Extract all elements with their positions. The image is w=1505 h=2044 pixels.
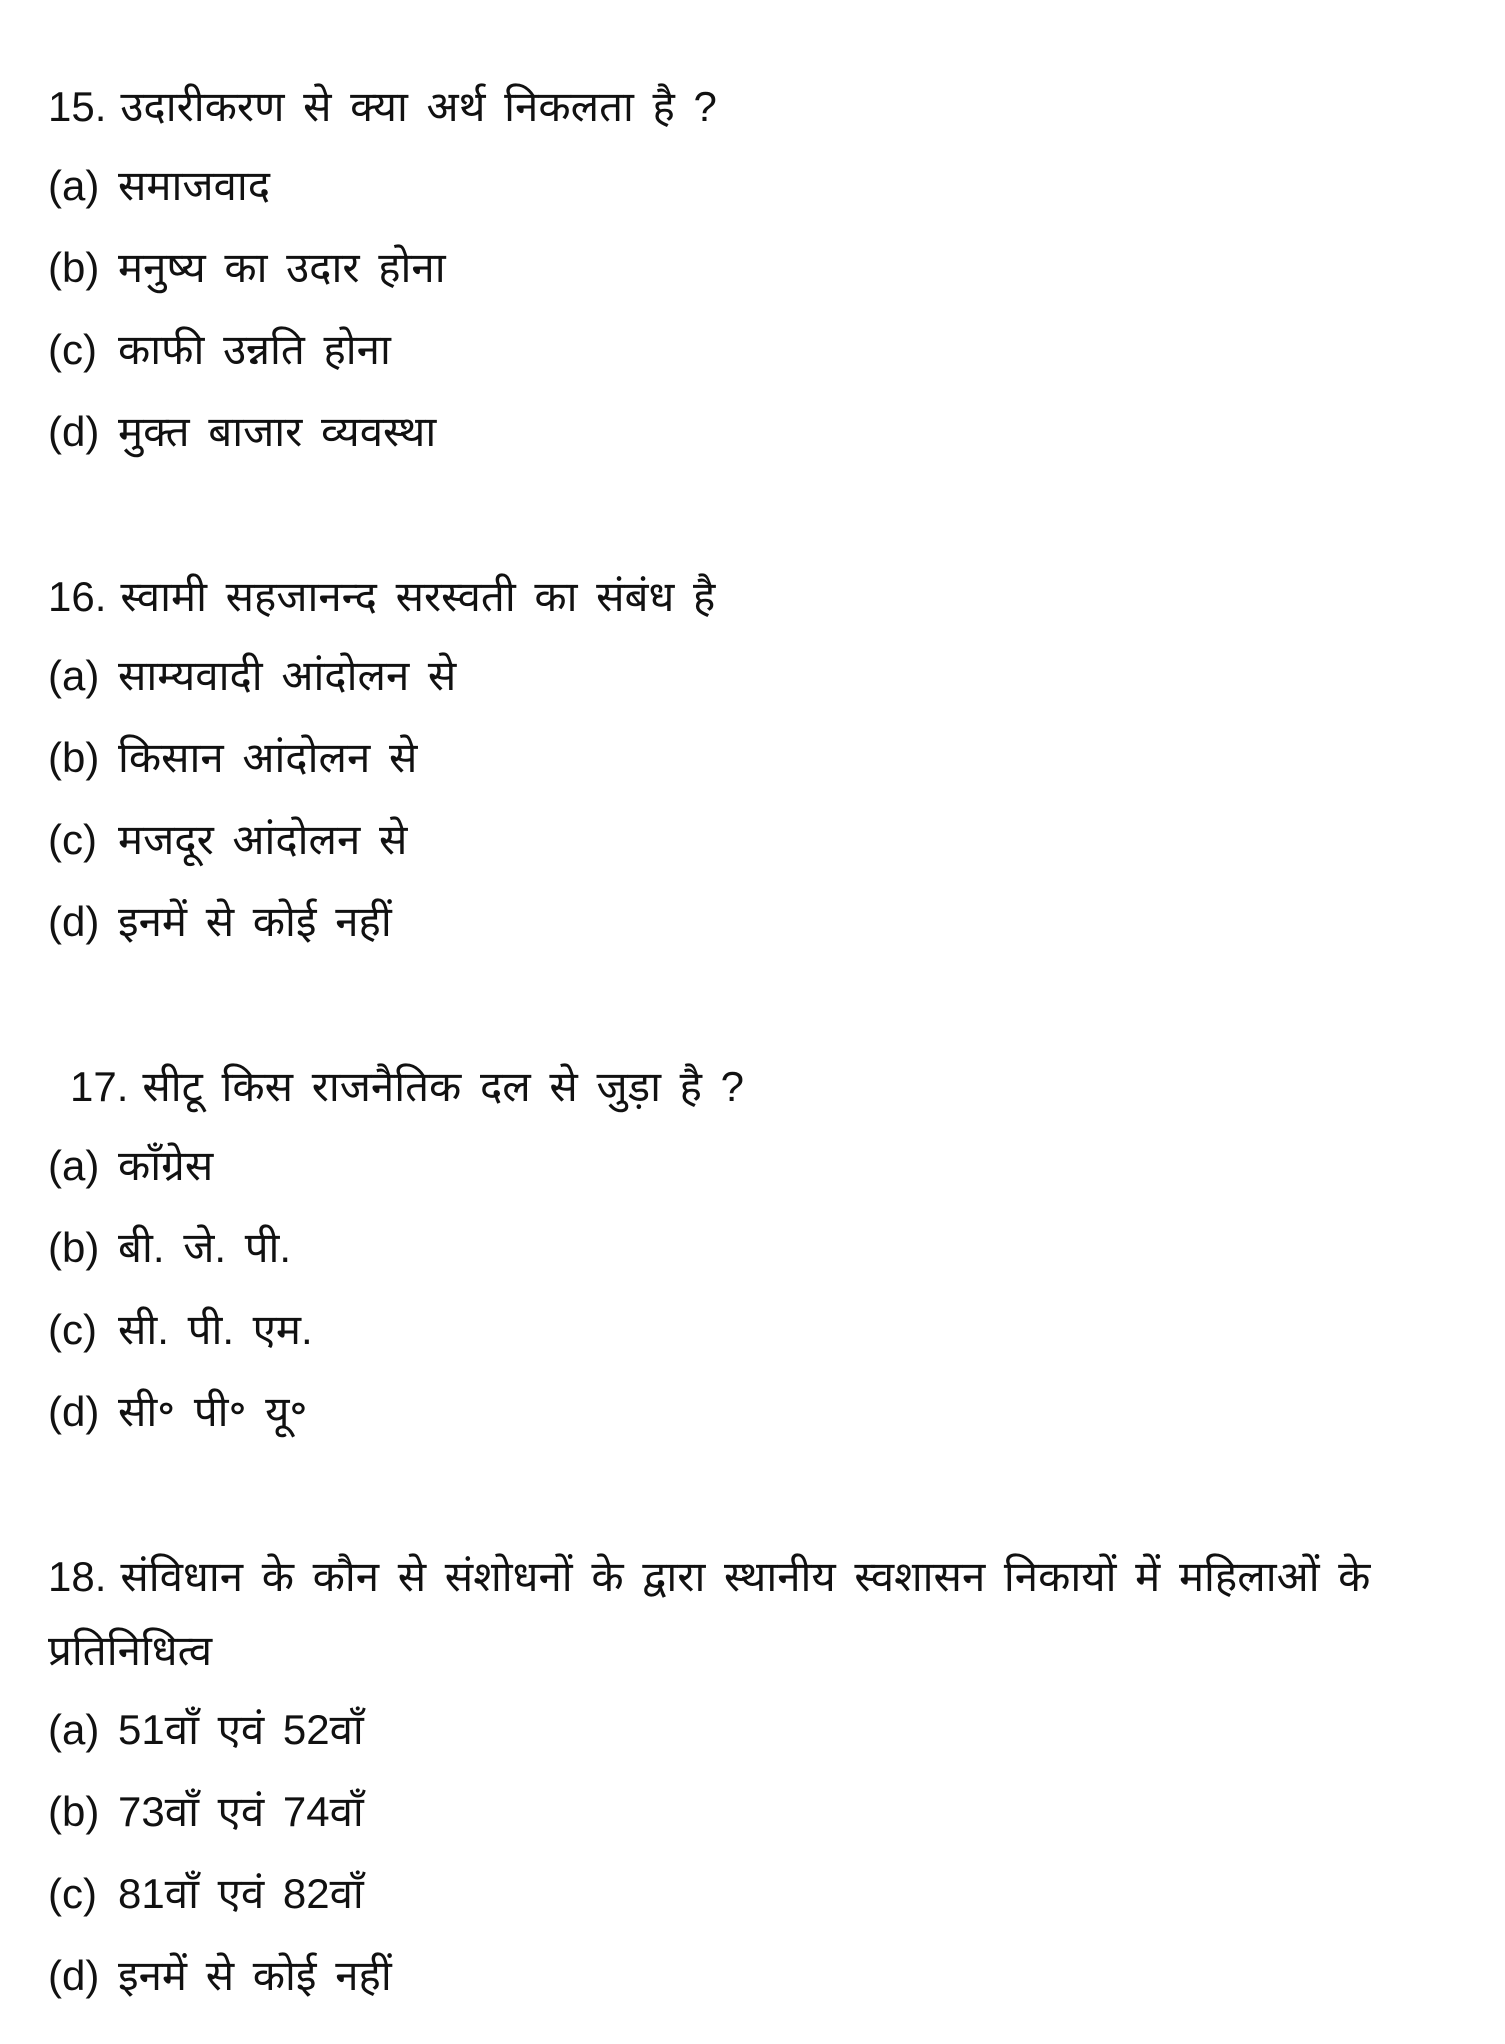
- option-label: (c): [48, 326, 97, 373]
- question-number: 17.: [70, 1063, 129, 1110]
- question-number: 18.: [48, 1553, 107, 1600]
- option-row: [48, 404, 1455, 460]
- option-label: (d): [48, 1952, 100, 1999]
- option-text: 81वाँ एवं 82वाँ: [118, 1870, 364, 1917]
- option-label: (c): [48, 1306, 97, 1353]
- question-text: सीटू किस राजनैतिक दल से जुड़ा है ?: [142, 1063, 744, 1110]
- option-row: [48, 1302, 1455, 1358]
- option-row: [48, 1220, 1455, 1276]
- option-text: काँग्रेस: [118, 1142, 214, 1189]
- question-number: 16.: [48, 573, 107, 620]
- option-text: सी. पी. एम.: [118, 1306, 313, 1353]
- question-heading: [48, 1050, 1455, 1124]
- option-row: [48, 1784, 1455, 1840]
- question-block-16: [48, 560, 1455, 950]
- question-block-17: [48, 1050, 1455, 1440]
- question-heading: [48, 560, 1453, 634]
- option-label: (d): [48, 408, 100, 455]
- option-text: 51वाँ एवं 52वाँ: [118, 1706, 364, 1753]
- question-number: 15.: [48, 83, 107, 130]
- option-label: (c): [48, 1870, 97, 1917]
- option-text: साम्यवादी आंदोलन से: [118, 652, 457, 699]
- question-heading: [48, 70, 1453, 144]
- option-label: (a): [48, 652, 100, 699]
- option-label: (a): [48, 162, 100, 209]
- option-label: (a): [48, 1706, 100, 1753]
- option-row: [48, 812, 1455, 868]
- option-label: (b): [48, 734, 100, 781]
- option-text: समाजवाद: [118, 162, 271, 209]
- option-text: इनमें से कोई नहीं: [118, 1952, 392, 1999]
- option-label: (a): [48, 1142, 100, 1189]
- option-row: [48, 730, 1455, 786]
- option-text: मुक्त बाजार व्यवस्था: [118, 408, 437, 455]
- option-text: किसान आंदोलन से: [118, 734, 418, 781]
- question-text: स्वामी सहजानन्द सरस्वती का संबंध है: [120, 573, 716, 620]
- option-row: [48, 1138, 1455, 1194]
- option-text: बी. जे. पी.: [118, 1224, 292, 1271]
- option-label: (b): [48, 1788, 100, 1835]
- option-row: [48, 648, 1455, 704]
- option-row: [48, 1384, 1455, 1440]
- question-text: उदारीकरण से क्या अर्थ निकलता है ?: [120, 83, 717, 130]
- option-row: [48, 1948, 1455, 2004]
- question-block-18: [48, 1540, 1455, 2004]
- question-heading: [48, 1540, 1453, 1688]
- option-label: (b): [48, 1224, 100, 1271]
- option-row: [48, 322, 1455, 378]
- option-row: [48, 1702, 1455, 1758]
- option-label: (b): [48, 244, 100, 291]
- option-text: मनुष्य का उदार होना: [118, 244, 446, 291]
- option-label: (c): [48, 816, 97, 863]
- option-row: [48, 1866, 1455, 1922]
- question-block-15: [48, 70, 1455, 460]
- option-row: [48, 158, 1455, 214]
- option-text: 73वाँ एवं 74वाँ: [118, 1788, 364, 1835]
- option-text: काफी उन्नति होना: [118, 326, 391, 373]
- option-text: इनमें से कोई नहीं: [118, 898, 392, 945]
- option-label: (d): [48, 898, 100, 945]
- option-text: मजदूर आंदोलन से: [118, 816, 408, 863]
- option-label: (d): [48, 1388, 100, 1435]
- option-row: [48, 240, 1455, 296]
- option-text: सी॰ पी॰ यू॰: [118, 1388, 308, 1435]
- question-text: संविधान के कौन से संशोधनों के द्वारा स्थानीय स्वशासन निकायों में महिलाओं के प्रतिनिधित्व: [48, 1553, 1371, 1674]
- option-row: [48, 894, 1455, 950]
